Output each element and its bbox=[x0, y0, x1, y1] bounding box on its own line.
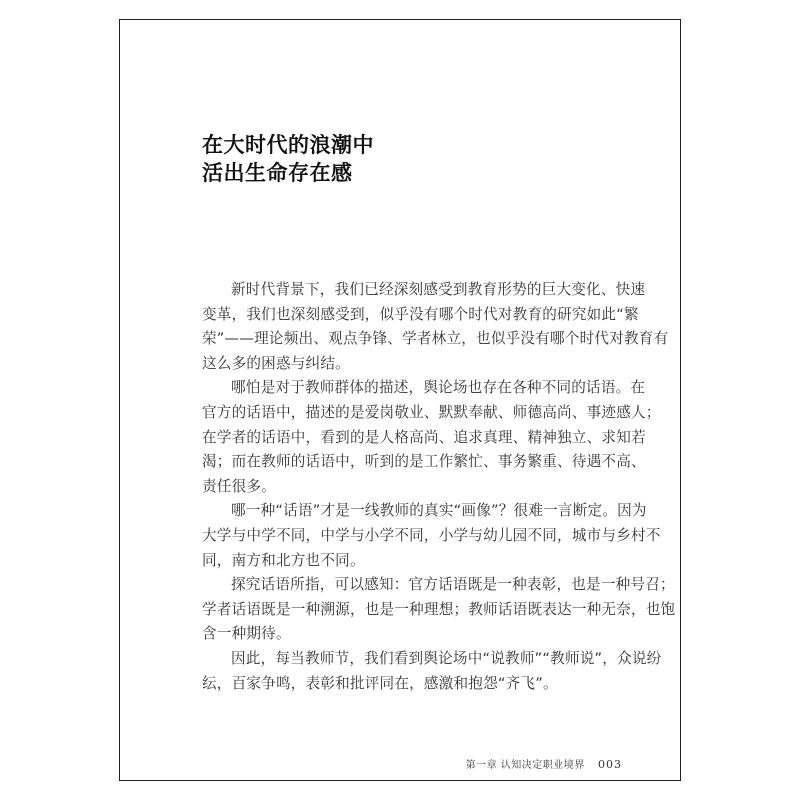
chapter-title-line-2: 活出生命存在感 bbox=[202, 161, 353, 185]
text-line: 新时代背景下，我们已经深刻感受到教育形势的巨大变化、快速 bbox=[231, 281, 646, 298]
paragraph bbox=[202, 376, 661, 499]
text-line: 纭，百家争鸣，表彰和批评同在，感激和抱怨“齐飞”。 bbox=[202, 674, 558, 692]
text-line: 含一种期待。 bbox=[202, 625, 291, 643]
text-line: 渴；而在教师的话语中，听到的是工作繁忙、事务繁重、待遇不高、 bbox=[202, 453, 646, 471]
text-line: 在学者的话语中，看到的是人格高尚、追求真理、精神独立、求知若 bbox=[202, 428, 646, 446]
page-number: 003 bbox=[598, 758, 622, 771]
paragraph bbox=[202, 278, 669, 376]
text-line: 责任很多。 bbox=[202, 477, 276, 495]
text-line: 官方的话语中，描述的是爱岗敬业、默默奉献、师德高尚、事迹感人； bbox=[202, 403, 661, 421]
chapter-label: 第一章 认知决定职业境界 bbox=[465, 760, 585, 771]
text-line: 因此，每当教师节，我们看到舆论场中“说教师”“教师说”，众说纷 bbox=[231, 649, 662, 667]
text-line: 变革，我们也深刻感受到，似乎没有哪个时代对教育的研究如此“繁 bbox=[202, 305, 639, 323]
book-page bbox=[119, 19, 681, 781]
text-line: 大学与中学不同，中学与小学不同，小学与幼儿园不同，城市与乡村不 bbox=[202, 526, 661, 544]
body-text bbox=[202, 278, 676, 696]
text-line: 这么多的困惑与纠结。 bbox=[202, 354, 350, 372]
text-line: 同，南方和北方也不同。 bbox=[202, 551, 365, 569]
text-line: 探究话语所指，可以感知：官方话语既是一种表彰，也是一种号召； bbox=[231, 576, 675, 594]
text-line: 哪怕是对于教师群体的描述，舆论场也存在各种不同的话语。在 bbox=[231, 379, 646, 397]
paragraph bbox=[202, 499, 661, 573]
text-line: 荣”——理论频出、观点争锋、学者林立，也似乎没有哪个时代对教育有 bbox=[202, 330, 669, 348]
text-line: 哪一种“话语”才是一线教师的真实“画像”？很难一言断定。因为 bbox=[231, 502, 647, 520]
chapter-title-line-1: 在大时代的浪潮中 bbox=[202, 133, 374, 157]
paragraph bbox=[202, 573, 676, 647]
chapter-title bbox=[202, 131, 374, 187]
text-line: 学者话语既是一种溯源，也是一种理想；教师话语既表达一种无奈，也饱 bbox=[202, 600, 676, 618]
running-footer bbox=[466, 756, 622, 771]
paragraph bbox=[202, 647, 662, 696]
